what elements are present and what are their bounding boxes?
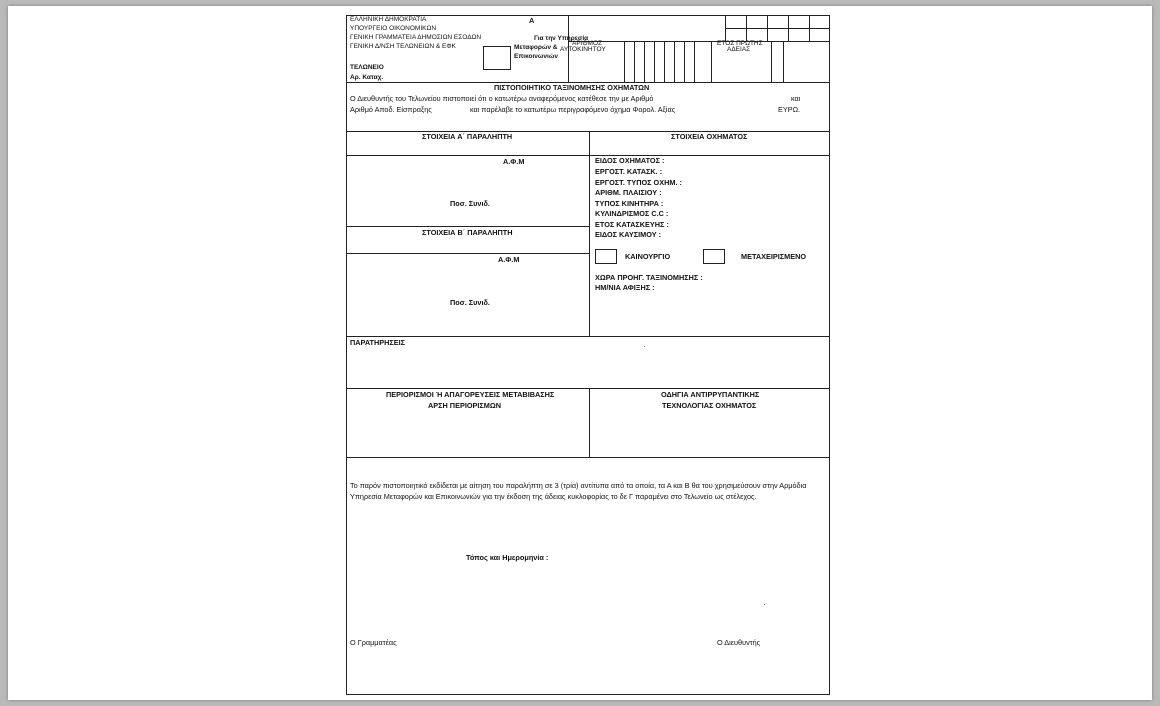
section-line [346,131,830,132]
header-field-line [568,41,829,42]
service-line: Μεταφορών & [514,44,558,51]
vehicle-registration-certificate-page [346,15,830,695]
customs-office-label: ΤΕΛΩΝΕΙΟ [350,64,384,71]
certificate-title: ΠΙΣΤΟΠΟΙΗΤΙΚΟ ΤΑΞΙΝΟΜΗΣΗΣ ΟΧΗΜΑΤΩΝ [494,83,650,92]
service-line: Για την Υπηρεσία [534,35,589,42]
vehicle-number-label: ΑΥΤΟΚΙΝΗΤΟΥ [560,46,606,53]
engine-type-label: ΤΥΠΟΣ ΚΙΝΗΤΗΡΑ : [595,199,664,208]
restrictions-heading: ΠΕΡΙΟΡΙΣΜΟΙ Ή ΑΠΑΓΟΡΕΥΣΕΙΣ ΜΕΤΑΒΙΒΑΣΗΣ [386,390,555,399]
cylinder-capacity-label: ΚΥΛΙΝΔΡΙΣΜΟΣ C.C : [595,209,669,218]
cell-line [684,41,685,82]
section-line [346,388,830,389]
scan-speck [764,604,765,605]
copy-letter: Α [529,16,535,25]
antipollution-subheading: ΤΕΧΝΟΛΟΓΙΑΣ ΟΧΗΜΑΤΟΣ [662,401,757,410]
antipollution-heading: ΟΔΗΓΙΑ ΑΝΤΙΡΡΥΠΑΝΤΙΚΗΣ [661,390,760,399]
cell-line [711,41,712,82]
section-line [346,226,589,227]
place-date-label: Τόπος και Ημερομηνία : [466,553,549,562]
section-line [346,336,830,337]
cell-line [624,41,625,82]
director-signature-label: Ο Διευθυντής [717,638,761,647]
vehicle-heading: ΣΤΟΙΧΕΙΑ ΟΧΗΜΑΤΟΣ [671,132,748,141]
recipient-a-afm-label: Α.Φ.Μ [503,157,525,166]
cell-line [664,41,665,82]
grid-line [725,28,829,29]
section-line [346,253,589,254]
vehicle-number-label: ΑΡΙΘΜΟΣ [572,40,603,47]
recipient-a-heading: ΣΤΟΙΧΕΙΑ Α΄ ΠΑΡΑΛΗΠΤΗ [422,132,513,141]
certificate-statement-end: και [791,94,801,103]
recipient-b-share-label: Ποσ. Συνιδ. [450,298,490,307]
receipt-number-label: Αριθμό Αποδ. Είσπραξης [350,105,432,114]
middle-divider [589,388,590,457]
cell-line [771,41,772,82]
cell-line [644,41,645,82]
cell-line [694,41,695,82]
recipient-b-heading: ΣΤΟΙΧΕΙΑ Β΄ ΠΑΡΑΛΗΠΤΗ [422,228,513,237]
border-left [346,15,347,695]
declaration-number-label: Αρ. Καταχ. [350,74,384,81]
section-line [346,155,830,156]
factory-type-label: ΕΡΓΟΣΤ. ΤΥΠΟΣ ΟΧΗΜ. : [595,178,682,187]
secretary-signature-label: Ο Γραμματέας [350,638,397,647]
vehicle-type-label: ΕΙΔΟΣ ΟΧΗΜΑΤΟΣ : [595,156,665,165]
chassis-number-label: ΑΡΙΘΜ. ΠΛΑΙΣΙΟΥ : [595,188,662,197]
border-bottom [346,694,830,695]
issuer-line: ΓΕΝΙΚΗ Δ/ΝΣΗ ΤΕΛΩΝΕΙΩΝ & ΕΦΚ [350,43,456,50]
cell-line [634,41,635,82]
new-vehicle-checkbox[interactable] [595,249,617,264]
certificate-statement: Ο Διευθυντής του Τελωνείου πιστοποιεί ότι ο κατωτέρω αναφερόμενος κατέθεσε την με Αριθμό [350,94,654,103]
scan-speck [644,346,645,347]
fuel-type-label: ΕΙΔΟΣ ΚΑΥΣΙΜΟΥ : [595,230,662,239]
arrival-date-label: ΗΜ/ΝΙΑ ΑΦΙΞΗΣ : [595,283,655,292]
service-stamp-box[interactable] [483,46,511,70]
tax-value-label: και παρέλαβε το κατωτέρω περιγραφόμενο όχημα Φορολ. Αξίας [470,105,676,114]
border-right [829,15,830,695]
recipient-b-afm-label: Α.Φ.Μ [498,255,520,264]
section-line [346,457,830,458]
middle-divider [589,131,590,336]
issuer-line: ΓΕΝΙΚΗ ΓΡΑΜΜΑΤΕΙΑ ΔΗΜΟΣΙΩΝ ΕΣΟΔΩΝ [350,34,482,41]
first-license-year-label: ΕΤΟΣ ΠΡΩΤΗΣ [717,40,763,47]
used-vehicle-label: ΜΕΤΑΧΕΙΡΙΣΜΕΝΟ [741,252,807,261]
previous-registration-country-label: ΧΩΡΑ ΠΡΟΗΓ. ΤΑΞΙΝΟΜΗΣΗΣ : [595,273,703,282]
cell-line [783,41,784,82]
cell-line [674,41,675,82]
construction-year-label: ΕΤΟΣ ΚΑΤΑΣΚΕΥΗΣ : [595,220,669,229]
euro-label: ΕΥΡΩ. [778,105,801,114]
recipient-a-share-label: Ποσ. Συνιδ. [450,199,490,208]
issuer-line: ΕΛΛΗΝΙΚΗ ΔΗΜΟΚΡΑΤΙΑ [350,16,427,23]
manufacturer-label: ΕΡΓΟΣΤ. ΚΑΤΑΣΚ. : [595,167,663,176]
first-license-year-label: ΑΔΕΙΑΣ [727,46,751,53]
issuance-note: Το παρόν πιστοποιητικό εκδίδεται με αίτηση του παραλήπτη σε 3 (τρία) αντίτυπα από τα οποία, τα Α και Β θα του χρησιμεύσουν στην Αρμόδια Υπηρεσία Μεταφορών και Επικοινωνιών για την έκδοση της άδειας κυκλοφορίας το δε Γ παραμένει στο Τελωνείο ως στέλεχος. [350,481,807,501]
new-vehicle-label: ΚΑΙΝΟΥΡΓΙΟ [625,252,671,261]
service-line: Επικοινωνιών [514,53,558,60]
issuer-line: ΥΠΟΥΡΓΕΙΟ ΟΙΚΟΝΟΜΙΚΩΝ [350,25,437,32]
used-vehicle-checkbox[interactable] [703,249,725,264]
remarks-label: ΠΑΡΑΤΗΡΗΣΕΙΣ [350,338,406,347]
cell-line [654,41,655,82]
restrictions-subheading: ΑΡΣΗ ΠΕΡΙΟΡΙΣΜΩΝ [428,401,501,410]
